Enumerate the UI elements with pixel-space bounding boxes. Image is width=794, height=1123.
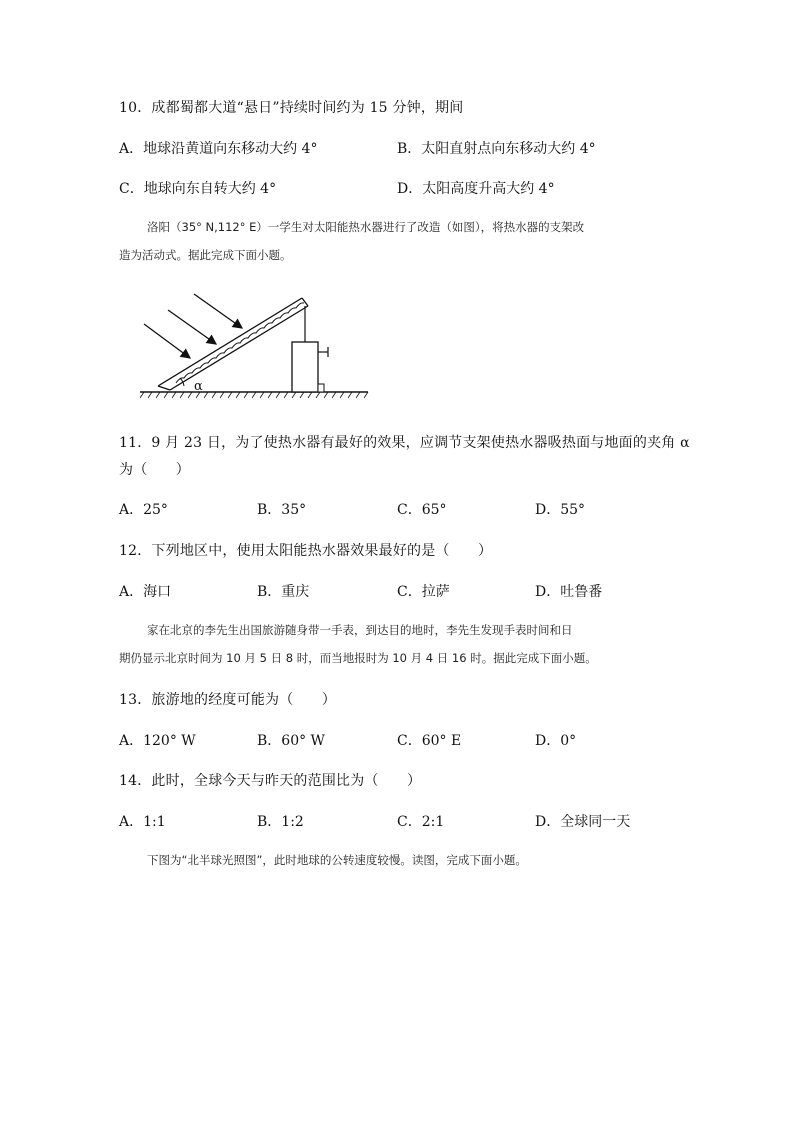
q13-option-d: D．0°: [535, 733, 577, 749]
q11-stem-line2: 为（ ）: [119, 462, 190, 478]
q14-option-c: C．2:1: [397, 814, 445, 830]
heater-intro-line1: 洛阳（35° N,112° E）一学生对太阳能热水器进行了改造（如图），将热水器的支架改: [147, 220, 585, 234]
q14-stem: 14．此时，全球今天与昨天的范围比为（ ）: [119, 773, 422, 789]
watch-intro-line2: 期仍显示北京时间为 10 月 5 日 8 时，而当地报时为 10 月 4 日 16 时。据此完成下面小题。: [119, 651, 597, 665]
heater-panel: [158, 298, 308, 390]
q14-option-a: A．1:1: [119, 814, 166, 830]
q10-option-a: A．地球沿黄道向东移动大约 4°: [119, 141, 318, 157]
q12-stem: 12．下列地区中，使用太阳能热水器效果最好的是（ ）: [119, 543, 493, 559]
q12-option-a: A．海口: [119, 584, 172, 600]
sun-rays: [144, 294, 242, 358]
solar-heater-figure: [140, 290, 370, 400]
q11-option-a: A．25°: [119, 502, 168, 518]
angle-label: α: [194, 379, 203, 394]
q10-option-d: D．太阳高度升高大约 4°: [397, 181, 555, 197]
support-tank: [292, 306, 328, 392]
q11-option-b: B．35°: [257, 502, 307, 518]
q13-option-c: C．60° E: [397, 733, 462, 749]
q12-option-d: D．吐鲁番: [535, 584, 603, 600]
q10-option-b: B．太阳直射点向东移动大约 4°: [397, 141, 596, 157]
q11-stem-line1: 11．9 月 23 日，为了使热水器有最好的效果，应调节支架使热水器吸热面与地面的夹角 α: [119, 435, 690, 451]
q13-stem: 13．旅游地的经度可能为（ ）: [119, 692, 337, 708]
q13-option-b: B．60° W: [257, 733, 325, 749]
heater-intro-line2: 造为活动式。据此完成下面小题。: [119, 248, 292, 262]
q12-option-c: C．拉萨: [397, 584, 450, 600]
q10-option-c: C．地球向东自转大约 4°: [119, 181, 277, 197]
ground-line: [140, 392, 368, 398]
q14-option-b: B．1:2: [257, 814, 304, 830]
watch-intro-line1: 家在北京的李先生出国旅游随身带一手表，到达目的地时，李先生发现手表时间和日: [147, 623, 573, 637]
q11-option-d: D．55°: [535, 502, 586, 518]
q10-stem: 10．成都蜀都大道“悬日”持续时间约为 15 分钟，期间: [119, 100, 464, 116]
q13-option-a: A．120° W: [119, 733, 196, 749]
q14-option-d: D．全球同一天: [535, 814, 631, 830]
q12-option-b: B．重庆: [257, 584, 310, 600]
map-intro-line1: 下图为“北半球光照图”，此时地球的公转速度较慢。读图，完成下面小题。: [147, 853, 527, 867]
q11-option-c: C．65°: [397, 502, 447, 518]
